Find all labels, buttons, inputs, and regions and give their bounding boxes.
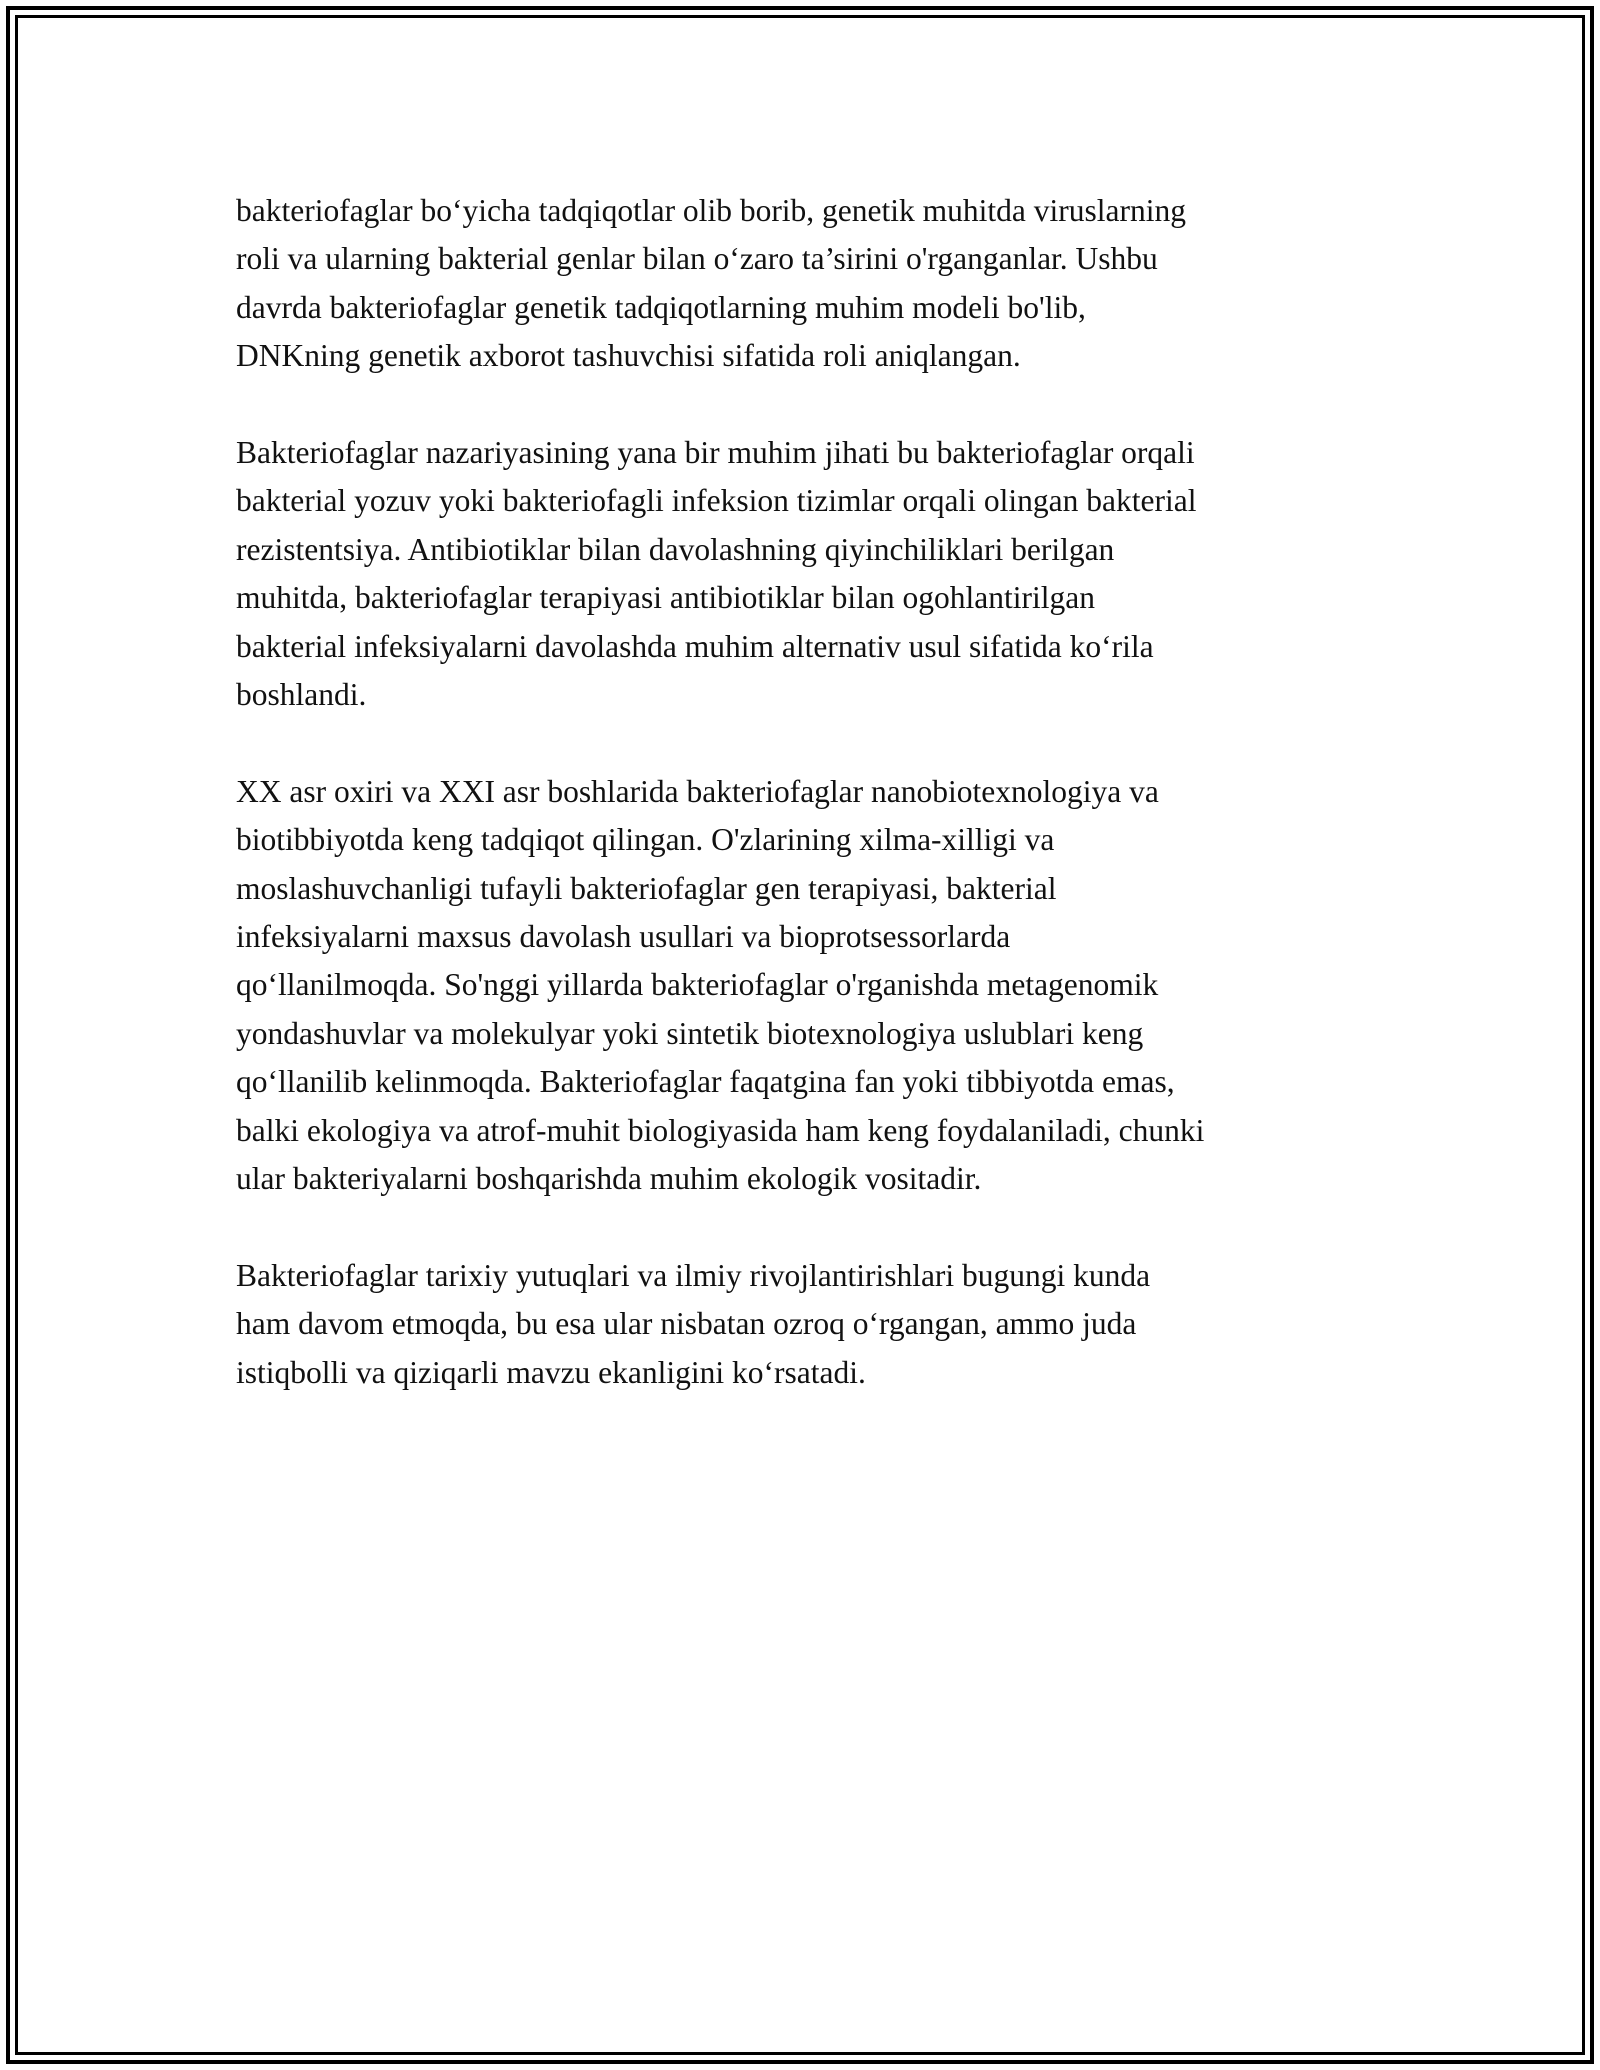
text-line: ham davom etmoqda, bu esa ular nisbatan ozroq o‘rgangan, ammo juda: [236, 1306, 1137, 1342]
text-line: moslashuvchanligi tufayli bakteriofaglar gen terapiyasi, bakterial: [236, 870, 1057, 906]
text-line: Bakteriofaglar nazariyasining yana bir muhim jihati bu bakteriofaglar orqali: [236, 435, 1195, 471]
text-line: XX asr oxiri va XXI asr boshlarida bakteriofaglar nanobiotexnologiya va: [236, 773, 1159, 809]
text-line: qo‘llanilmoqda. So'nggi yillarda bakteriofaglar o'rganishda metagenomik: [236, 967, 1159, 1003]
text-line: boshlandi.: [236, 677, 367, 713]
paragraph-4: [236, 1252, 1386, 1397]
text-line: balki ekologiya va atrof-muhit biologiyasida ham keng foydalaniladi, chunki: [236, 1112, 1205, 1148]
paragraph-2: [236, 429, 1386, 719]
text-line: DNKning genetik axborot tashuvchisi sifatida roli aniqlangan.: [236, 338, 1021, 374]
text-line: biotibbiyotda keng tadqiqot qilingan. O'zlarining xilma-xilligi va: [236, 822, 1055, 858]
text-line: rezistentsiya. Antibiotiklar bilan davolashning qiyinchiliklari berilgan: [236, 531, 1115, 567]
text-line: davrda bakteriofaglar genetik tadqiqotlarning muhim modeli bo'lib,: [236, 289, 1086, 325]
document-body: [236, 187, 1386, 1446]
text-line: muhitda, bakteriofaglar terapiyasi antibiotiklar bilan ogohlantirilgan: [236, 580, 1095, 616]
text-line: yondashuvlar va molekulyar yoki sintetik biotexnologiya uslublari keng: [236, 1015, 1144, 1051]
text-line: qo‘llanilib kelinmoqda. Bakteriofaglar faqatgina fan yoki tibbiyotda emas,: [236, 1064, 1175, 1100]
text-line: bakteriofaglar bo‘yicha tadqiqotlar olib borib, genetik muhitda viruslarning: [236, 193, 1186, 228]
text-line: Bakteriofaglar tarixiy yutuqlari va ilmiy rivojlantirishlari bugungi kunda: [236, 1257, 1151, 1293]
text-line: infeksiyalarni maxsus davolash usullari va bioprotsessorlarda: [236, 919, 1011, 955]
text-line: ular bakteriyalarni boshqarishda muhim ekologik vositadir.: [236, 1161, 982, 1197]
text-line: roli va ularning bakterial genlar bilan o‘zaro ta’sirini o'rganganlar. Ushbu: [236, 241, 1158, 277]
text-line: bakterial yozuv yoki bakteriofagli infeksion tizimlar orqali olingan bakterial: [236, 483, 1197, 519]
text-line: istiqbolli va qiziqarli mavzu ekanligini ko‘rsatadi.: [236, 1354, 866, 1390]
paragraph-1: [236, 187, 1386, 381]
text-line: bakterial infeksiyalarni davolashda muhim alternativ usul sifatida ko‘rila: [236, 628, 1154, 664]
paragraph-3: [236, 768, 1386, 1204]
